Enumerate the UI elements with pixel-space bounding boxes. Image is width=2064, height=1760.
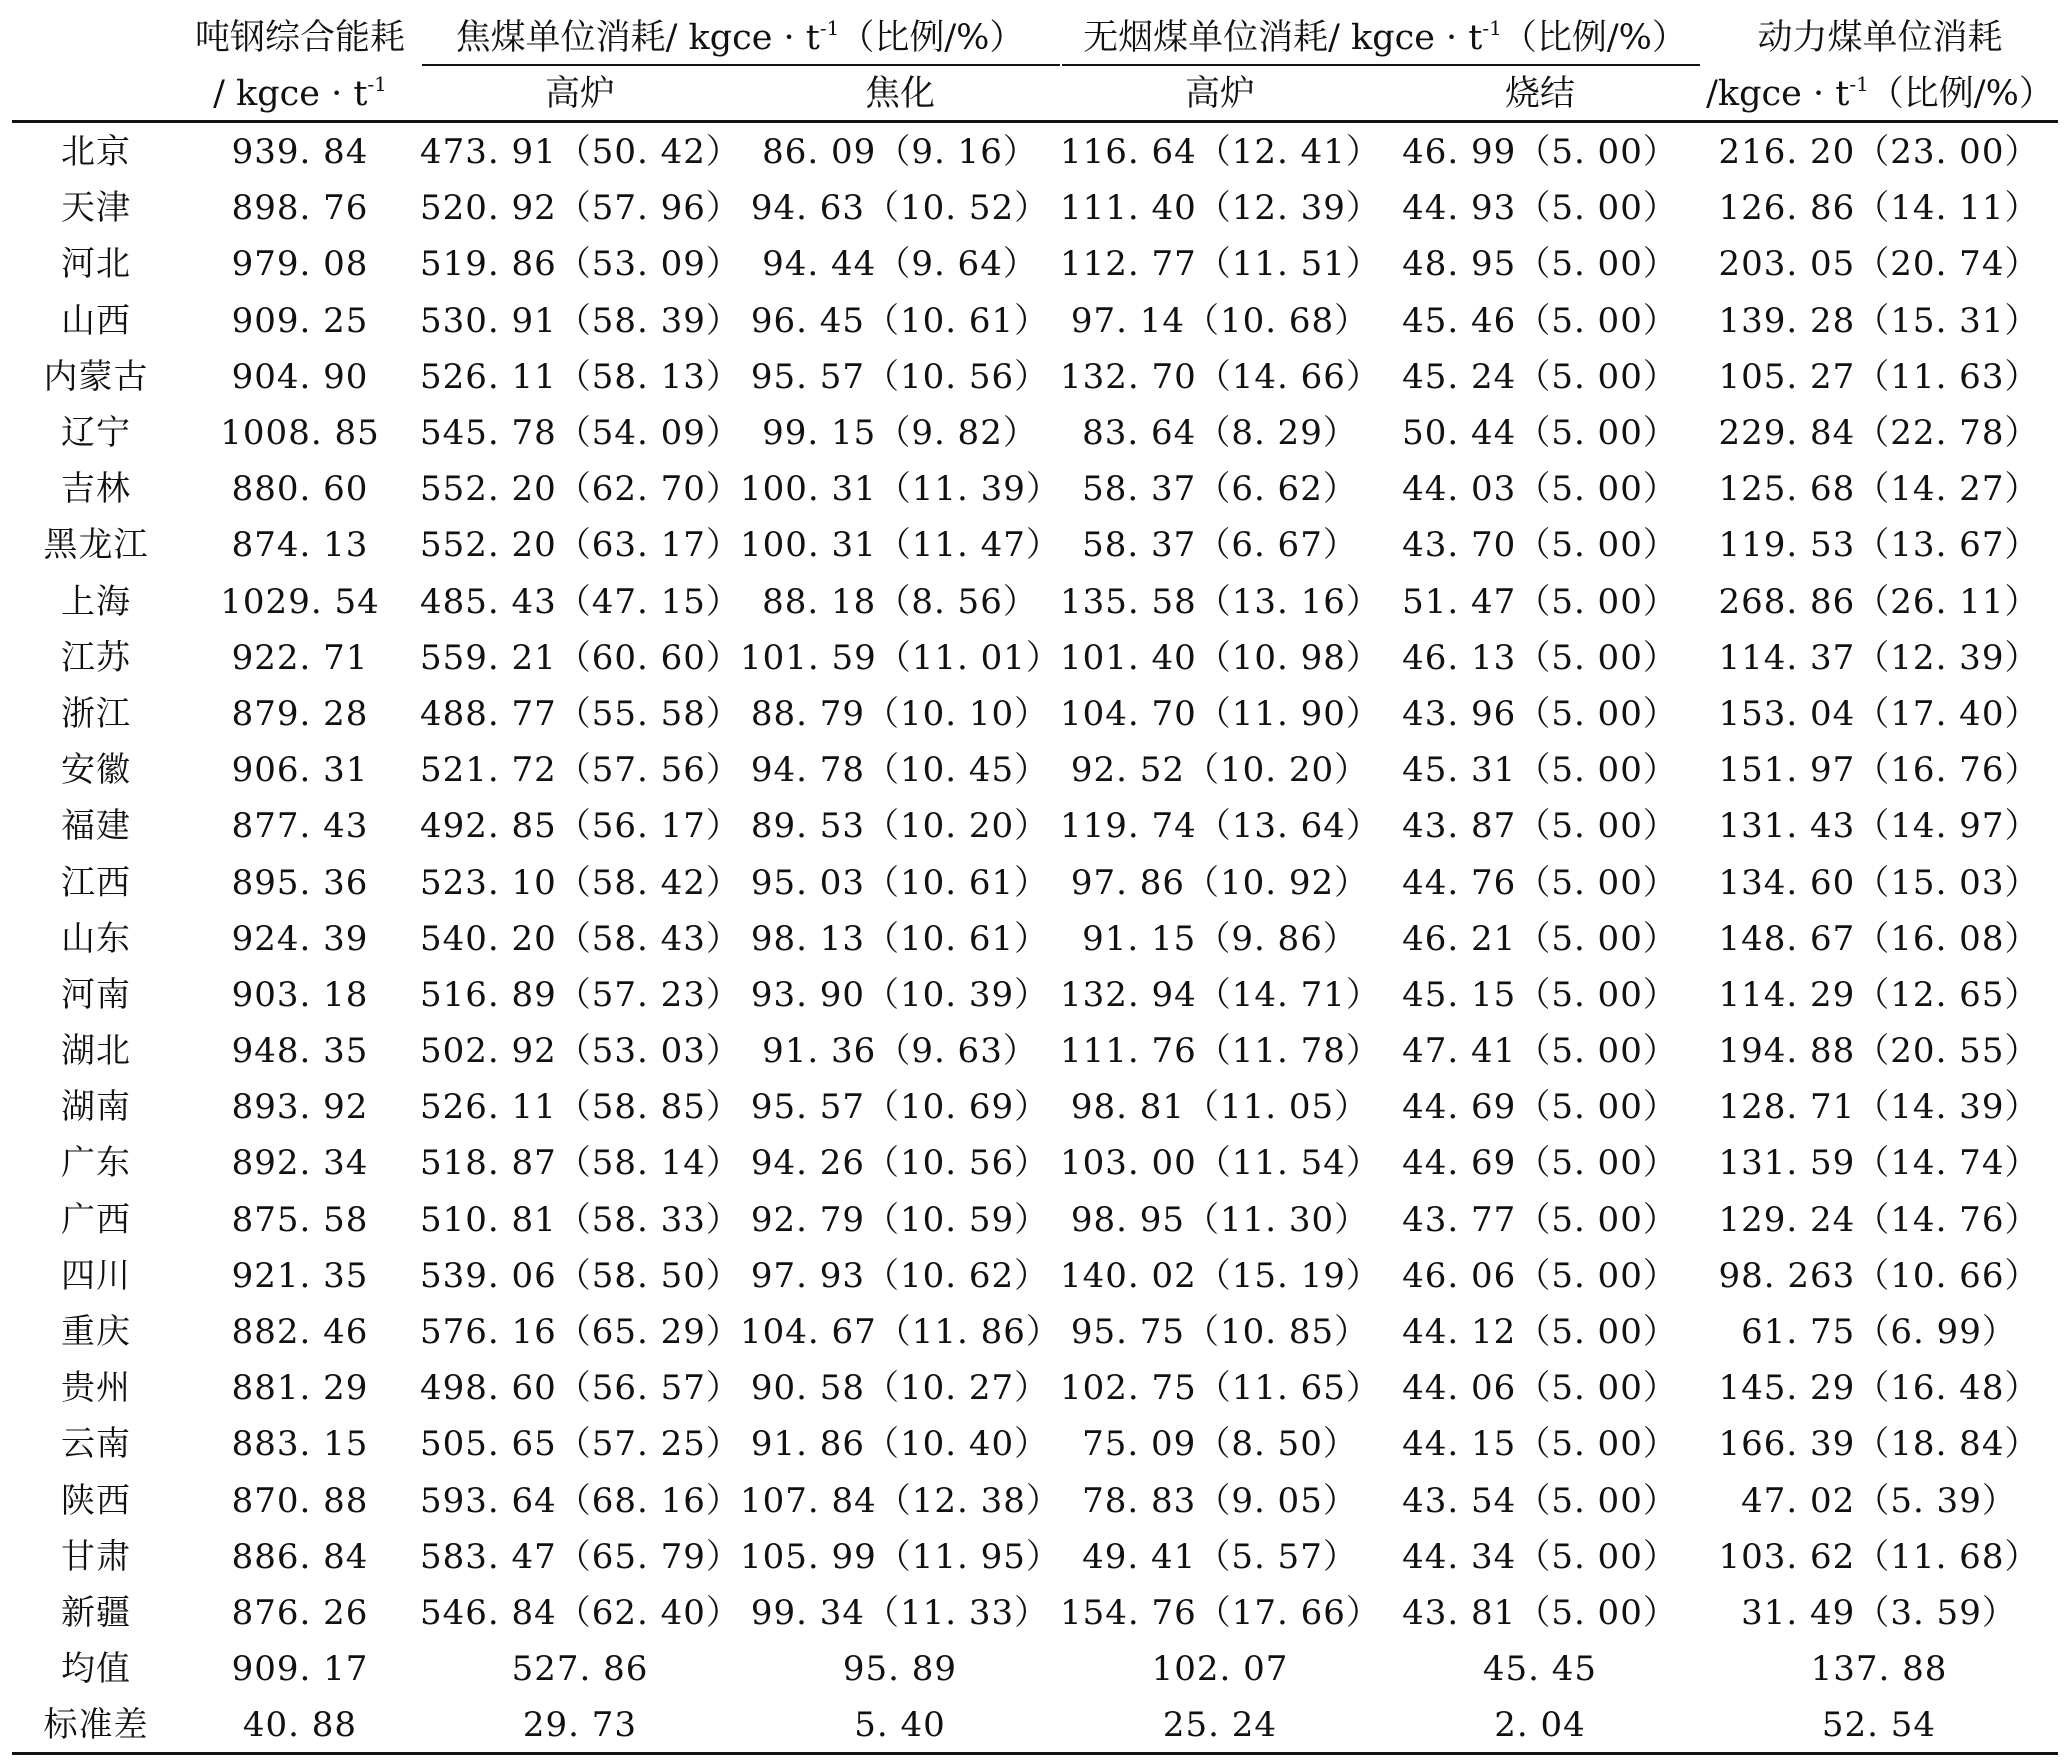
cell-anth-bf: 111. 76（11. 78） (1060, 1031, 1381, 1072)
cell-region: 湖北 (61, 1031, 131, 1072)
cell-anth-bf: 97. 14（10. 68） (1070, 300, 1370, 341)
cell-steel: 886. 84 (231, 1536, 369, 1577)
table-row (12, 1192, 2058, 1248)
cell-steel: 906. 31 (231, 750, 369, 791)
cell-coke-bf: 523. 10（58. 42） (420, 862, 741, 903)
cell-steel: 921. 35 (231, 1255, 369, 1296)
cell-coke-bf: 520. 92（57. 96） (420, 188, 741, 229)
cell-steel: 1029. 54 (220, 581, 380, 622)
cell-region: 陕西 (61, 1480, 131, 1521)
header-coke-title: 焦煤单位消耗/ kgce · t (455, 18, 820, 58)
cell-power: 153. 04（17. 40） (1718, 693, 2040, 734)
cell-anth-bf: 75. 09（8. 50） (1082, 1424, 1358, 1465)
cell-coke-bf: 530. 91（58. 39） (420, 300, 741, 341)
cell-steel: 909. 17 (231, 1649, 369, 1690)
header-power-line2 (1700, 70, 2060, 118)
table-row (12, 180, 2058, 236)
cell-steel: 924. 39 (231, 918, 369, 959)
table-body (12, 124, 2058, 1753)
cell-anth-sinter: 45. 15（5. 00） (1402, 974, 1678, 1015)
cell-coke-coking: 86. 09（9. 16） (762, 132, 1038, 173)
cell-coke-bf: 485. 43（47. 15） (420, 581, 741, 622)
table-row (12, 1416, 2058, 1472)
cell-anth-bf: 135. 58（13. 16） (1060, 581, 1381, 622)
cell-steel: 893. 92 (231, 1087, 369, 1128)
cell-coke-bf: 540. 20（58. 43） (420, 918, 741, 959)
cell-anth-bf: 83. 64（8. 29） (1082, 413, 1358, 454)
cell-anth-sinter: 45. 24（5. 00） (1402, 356, 1678, 397)
cell-anth-bf: 95. 75（10. 85） (1070, 1312, 1370, 1353)
cell-coke-coking: 96. 45（10. 61） (750, 300, 1050, 341)
cell-anth-bf: 98. 81（11. 05） (1070, 1087, 1370, 1128)
cell-region: 广东 (61, 1143, 131, 1184)
cell-coke-bf: 516. 89（57. 23） (420, 974, 741, 1015)
cell-coke-bf: 526. 11（58. 13） (420, 356, 741, 397)
cell-coke-bf: 488. 77（55. 58） (420, 693, 741, 734)
cell-coke-coking: 99. 15（9. 82） (762, 413, 1038, 454)
cell-region: 上海 (61, 581, 131, 622)
cell-coke-coking: 95. 57（10. 56） (750, 356, 1050, 397)
cell-steel: 883. 15 (231, 1424, 369, 1465)
cell-coke-bf: 29. 73 (522, 1705, 638, 1746)
cell-coke-coking: 90. 58（10. 27） (750, 1368, 1050, 1409)
cell-steel: 904. 90 (231, 356, 369, 397)
cell-anth-sinter: 44. 69（5. 00） (1402, 1143, 1678, 1184)
cell-region: 黑龙江 (43, 525, 149, 566)
cell-anth-sinter: 44. 93（5. 00） (1402, 188, 1678, 229)
header-steel-unit: / kgce · t (213, 74, 368, 114)
cell-anth-bf: 132. 94（14. 71） (1060, 974, 1381, 1015)
header-steel-line1 (180, 14, 420, 62)
cell-power: 139. 28（15. 31） (1718, 300, 2040, 341)
cell-anth-bf: 78. 83（9. 05） (1082, 1480, 1358, 1521)
cell-region: 重庆 (61, 1312, 131, 1353)
cell-region: 甘肃 (61, 1536, 131, 1577)
cell-anth-sinter: 48. 95（5. 00） (1402, 244, 1678, 285)
cell-steel: 870. 88 (231, 1480, 369, 1521)
cell-region: 江苏 (61, 637, 131, 678)
cell-anth-sinter: 44. 34（5. 00） (1402, 1536, 1678, 1577)
cell-steel: 40. 88 (242, 1705, 358, 1746)
cell-anth-sinter: 45. 46（5. 00） (1402, 300, 1678, 341)
cell-coke-coking: 95. 03（10. 61） (750, 862, 1050, 903)
table-row (12, 967, 2058, 1023)
header-power-suffix: （比例/%） (1868, 74, 2054, 114)
cell-coke-coking: 104. 67（11. 86） (740, 1312, 1061, 1353)
cell-power: 126. 86（14. 11） (1718, 188, 2040, 229)
table-row (12, 517, 2058, 573)
header-anthracite (1060, 14, 1710, 62)
table-row (12, 686, 2058, 742)
cell-anth-bf: 101. 40（10. 98） (1060, 637, 1381, 678)
cell-coke-coking: 5. 40 (854, 1705, 946, 1746)
cell-anth-bf: 49. 41（5. 57） (1082, 1536, 1358, 1577)
cell-anth-sinter: 44. 06（5. 00） (1402, 1368, 1678, 1409)
cell-power: 145. 29（16. 48） (1718, 1368, 2040, 1409)
table-row (12, 405, 2058, 461)
cell-region: 四川 (61, 1255, 131, 1296)
cell-steel: 876. 26 (231, 1592, 369, 1633)
cell-coke-coking: 105. 99（11. 95） (740, 1536, 1061, 1577)
cell-anth-bf: 92. 52（10. 20） (1070, 750, 1370, 791)
cell-power: 166. 39（18. 84） (1718, 1424, 2040, 1465)
table-row (12, 1304, 2058, 1360)
cell-coke-coking: 107. 84（12. 38） (740, 1480, 1061, 1521)
cell-steel: 898. 76 (231, 188, 369, 229)
cell-region: 山西 (61, 300, 131, 341)
cell-steel: 939. 84 (231, 132, 369, 173)
cell-anth-sinter: 46. 21（5. 00） (1402, 918, 1678, 959)
table-row (12, 1360, 2058, 1416)
cell-steel: 909. 25 (231, 300, 369, 341)
cell-anth-bf: 119. 74（13. 64） (1060, 806, 1381, 847)
cell-steel: 979. 08 (231, 244, 369, 285)
cell-anth-sinter: 43. 87（5. 00） (1402, 806, 1678, 847)
cell-steel: 879. 28 (231, 693, 369, 734)
data-table (12, 124, 2058, 1753)
cell-anth-bf: 111. 40（12. 39） (1060, 188, 1381, 229)
cell-power: 61. 75（6. 99） (1741, 1312, 2017, 1353)
cell-coke-coking: 94. 78（10. 45） (750, 750, 1050, 791)
cell-region: 北京 (61, 132, 131, 173)
cell-anth-sinter: 43. 77（5. 00） (1402, 1199, 1678, 1240)
cell-anth-bf: 98. 95（11. 30） (1070, 1199, 1370, 1240)
table-row (12, 854, 2058, 910)
cell-steel: 882. 46 (231, 1312, 369, 1353)
cell-anth-sinter: 43. 81（5. 00） (1402, 1592, 1678, 1633)
cell-power: 47. 02（5. 39） (1741, 1480, 2017, 1521)
cell-coke-bf: 473. 91（50. 42） (420, 132, 741, 173)
cell-anth-sinter: 43. 70（5. 00） (1402, 525, 1678, 566)
cell-coke-bf: 502. 92（53. 03） (420, 1031, 741, 1072)
cell-power: 98. 263（10. 66） (1718, 1255, 2040, 1296)
cell-anth-sinter: 44. 69（5. 00） (1402, 1087, 1678, 1128)
header-anthracite-sup: -1 (1482, 16, 1502, 40)
table-row (12, 574, 2058, 630)
cell-coke-coking: 94. 26（10. 56） (750, 1143, 1050, 1184)
cell-anth-bf: 154. 76（17. 66） (1060, 1592, 1381, 1633)
header-steel-title: 吨钢综合能耗 (194, 18, 405, 58)
header-coke (420, 14, 1060, 62)
cell-anth-sinter: 43. 54（5. 00） (1402, 1480, 1678, 1521)
cell-coke-coking: 101. 59（11. 01） (740, 637, 1061, 678)
cell-power: 105. 27（11. 63） (1718, 356, 2040, 397)
table-row (12, 1697, 2058, 1753)
table-row (12, 1529, 2058, 1585)
cell-coke-bf: 498. 60（56. 57） (420, 1368, 741, 1409)
cell-anth-sinter: 46. 06（5. 00） (1402, 1255, 1678, 1296)
table-row (12, 911, 2058, 967)
cell-coke-coking: 93. 90（10. 39） (750, 974, 1050, 1015)
cell-anth-sinter: 47. 41（5. 00） (1402, 1031, 1678, 1072)
cell-coke-bf: 576. 16（65. 29） (420, 1312, 741, 1353)
cell-coke-bf: 546. 84（62. 40） (420, 1592, 741, 1633)
cell-steel: 903. 18 (231, 974, 369, 1015)
table-row (12, 798, 2058, 854)
cell-region: 河北 (61, 244, 131, 285)
header-power-line1 (1700, 14, 2060, 62)
table-row (12, 236, 2058, 292)
cell-power: 151. 97（16. 76） (1718, 750, 2040, 791)
subheader-coke-bf: 高炉 (544, 74, 615, 114)
table-row (12, 349, 2058, 405)
cell-power: 114. 37（12. 39） (1718, 637, 2040, 678)
cell-region: 山东 (61, 918, 131, 959)
cell-steel: 1008. 85 (220, 413, 380, 454)
cell-anth-bf: 104. 70（11. 90） (1060, 693, 1381, 734)
cell-coke-bf: 583. 47（65. 79） (420, 1536, 741, 1577)
cell-power: 148. 67（16. 08） (1718, 918, 2040, 959)
table-row (12, 461, 2058, 517)
subheader-anth-sinter: 烧结 (1504, 74, 1575, 114)
cell-coke-coking: 95. 57（10. 69） (750, 1087, 1050, 1128)
table-row (12, 1473, 2058, 1529)
cell-coke-bf: 539. 06（58. 50） (420, 1255, 741, 1296)
header-steel-line2 (180, 70, 420, 118)
table-row (12, 1585, 2058, 1641)
cell-coke-coking: 99. 34（11. 33） (750, 1592, 1050, 1633)
cell-coke-coking: 89. 53（10. 20） (750, 806, 1050, 847)
header-coke-sup: -1 (819, 16, 840, 40)
cell-coke-bf: 593. 64（68. 16） (420, 1480, 741, 1521)
cell-power: 134. 60（15. 03） (1718, 862, 2040, 903)
cell-power: 268. 86（26. 11） (1718, 581, 2040, 622)
cell-power: 103. 62（11. 68） (1718, 1536, 2040, 1577)
header-power-unit-sup: -1 (1849, 72, 1869, 96)
cell-anth-bf: 91. 15（9. 86） (1082, 918, 1358, 959)
cell-region: 江西 (61, 862, 131, 903)
cell-anth-bf: 132. 70（14. 66） (1060, 356, 1381, 397)
cell-anth-bf: 97. 86（10. 92） (1070, 862, 1370, 903)
cell-power: 31. 49（3. 59） (1741, 1592, 2017, 1633)
cell-power: 128. 71（14. 39） (1718, 1087, 2040, 1128)
cell-region: 贵州 (61, 1368, 131, 1409)
cell-anth-sinter: 44. 15（5. 00） (1402, 1424, 1678, 1465)
cell-power: 229. 84（22. 78） (1718, 413, 2040, 454)
cell-power: 203. 05（20. 74） (1718, 244, 2040, 285)
cell-anth-sinter: 44. 12（5. 00） (1402, 1312, 1678, 1353)
cell-anth-bf: 102. 75（11. 65） (1060, 1368, 1381, 1409)
cell-power: 137. 88 (1810, 1649, 1948, 1690)
header-anthracite-title: 无烟煤单位消耗/ kgce · t (1083, 18, 1483, 58)
cell-coke-bf: 505. 65（57. 25） (420, 1424, 741, 1465)
cell-anth-sinter: 44. 03（5. 00） (1402, 469, 1678, 510)
cell-coke-coking: 95. 89 (842, 1649, 958, 1690)
cell-power: 129. 24（14. 76） (1718, 1199, 2040, 1240)
cell-region: 福建 (61, 806, 131, 847)
cell-anth-sinter: 45. 45 (1482, 1649, 1598, 1690)
cell-coke-coking: 91. 86（10. 40） (750, 1424, 1050, 1465)
table-row (12, 630, 2058, 686)
cell-region: 河南 (61, 974, 131, 1015)
cell-power: 119. 53（13. 67） (1718, 525, 2040, 566)
cell-anth-bf: 25. 24 (1162, 1705, 1278, 1746)
subheader-anth-bf: 高炉 (1184, 74, 1255, 114)
cell-coke-coking: 88. 18（8. 56） (762, 581, 1038, 622)
table-row (12, 1641, 2058, 1697)
cell-coke-bf: 527. 86 (511, 1649, 649, 1690)
cell-region: 湖南 (61, 1087, 131, 1128)
cell-power: 52. 54 (1821, 1705, 1937, 1746)
rule-header-bottom (12, 120, 2058, 123)
cell-steel: 922. 71 (231, 637, 369, 678)
cell-coke-coking: 94. 63（10. 52） (750, 188, 1050, 229)
cell-coke-bf: 492. 85（56. 17） (420, 806, 741, 847)
cell-steel: 895. 36 (231, 862, 369, 903)
rule-coke-group (422, 64, 1060, 66)
cell-power: 131. 59（14. 74） (1718, 1143, 2040, 1184)
cell-coke-coking: 94. 44（9. 64） (762, 244, 1038, 285)
cell-coke-bf: 559. 21（60. 60） (420, 637, 741, 678)
header-power-title: 动力煤单位消耗 (1757, 18, 2003, 58)
cell-anth-sinter: 45. 31（5. 00） (1402, 750, 1678, 791)
cell-coke-bf: 552. 20（62. 70） (420, 469, 741, 510)
cell-power: 114. 29（12. 65） (1718, 974, 2040, 1015)
cell-anth-sinter: 2. 04 (1494, 1705, 1586, 1746)
cell-anth-bf: 140. 02（15. 19） (1060, 1255, 1381, 1296)
cell-region: 新疆 (61, 1592, 131, 1633)
cell-power: 216. 20（23. 00） (1718, 132, 2040, 173)
rule-anthracite-group (1062, 64, 1700, 66)
table-row (12, 1248, 2058, 1304)
table-row (12, 1079, 2058, 1135)
table-row (12, 293, 2058, 349)
cell-anth-sinter: 43. 96（5. 00） (1402, 693, 1678, 734)
cell-coke-coking: 92. 79（10. 59） (750, 1199, 1050, 1240)
cell-steel: 877. 43 (231, 806, 369, 847)
header-anthracite-suffix: （比例/%） (1501, 18, 1687, 58)
cell-anth-sinter: 44. 76（5. 00） (1402, 862, 1678, 903)
cell-anth-bf: 58. 37（6. 67） (1082, 525, 1358, 566)
cell-power: 194. 88（20. 55） (1718, 1031, 2040, 1072)
cell-steel: 874. 13 (231, 525, 369, 566)
cell-region: 云南 (61, 1424, 131, 1465)
cell-anth-bf: 102. 07 (1151, 1649, 1289, 1690)
cell-steel: 881. 29 (231, 1368, 369, 1409)
cell-region: 标准差 (43, 1705, 149, 1746)
header-coke-suffix: （比例/%） (839, 18, 1025, 58)
cell-coke-bf: 518. 87（58. 14） (420, 1143, 741, 1184)
cell-power: 131. 43（14. 97） (1718, 806, 2040, 847)
cell-region: 安徽 (61, 750, 131, 791)
cell-region: 天津 (61, 188, 131, 229)
cell-coke-bf: 521. 72（57. 56） (420, 750, 741, 791)
cell-anth-bf: 112. 77（11. 51） (1060, 244, 1381, 285)
cell-region: 均值 (61, 1649, 131, 1690)
cell-anth-sinter: 46. 99（5. 00） (1402, 132, 1678, 173)
cell-steel: 880. 60 (231, 469, 369, 510)
cell-region: 吉林 (61, 469, 131, 510)
cell-coke-bf: 510. 81（58. 33） (420, 1199, 741, 1240)
table-row (12, 124, 2058, 180)
table-row (12, 1135, 2058, 1191)
cell-steel: 892. 34 (231, 1143, 369, 1184)
cell-coke-coking: 91. 36（9. 63） (762, 1031, 1038, 1072)
header-steel-unit-sup: -1 (367, 72, 387, 96)
cell-anth-bf: 103. 00（11. 54） (1060, 1143, 1381, 1184)
cell-region: 辽宁 (61, 413, 131, 454)
cell-coke-coking: 88. 79（10. 10） (750, 693, 1050, 734)
cell-anth-sinter: 51. 47（5. 00） (1402, 581, 1678, 622)
cell-coke-bf: 552. 20（63. 17） (420, 525, 741, 566)
cell-steel: 948. 35 (231, 1031, 369, 1072)
cell-coke-bf: 545. 78（54. 09） (420, 413, 741, 454)
cell-anth-bf: 58. 37（6. 62） (1082, 469, 1358, 510)
header-power-unit: /kgce · t (1706, 74, 1850, 114)
cell-coke-coking: 98. 13（10. 61） (750, 918, 1050, 959)
cell-steel: 875. 58 (231, 1199, 369, 1240)
cell-coke-bf: 519. 86（53. 09） (420, 244, 741, 285)
cell-region: 浙江 (61, 693, 131, 734)
cell-coke-bf: 526. 11（58. 85） (420, 1087, 741, 1128)
table-row (12, 742, 2058, 798)
subheader-coke-coking: 焦化 (864, 74, 935, 114)
cell-anth-sinter: 46. 13（5. 00） (1402, 637, 1678, 678)
table-row (12, 1023, 2058, 1079)
cell-anth-bf: 116. 64（12. 41） (1060, 132, 1381, 173)
cell-coke-coking: 100. 31（11. 47） (740, 525, 1061, 566)
cell-coke-coking: 97. 93（10. 62） (750, 1255, 1050, 1296)
cell-region: 广西 (61, 1199, 131, 1240)
cell-anth-sinter: 50. 44（5. 00） (1402, 413, 1678, 454)
cell-region: 内蒙古 (43, 356, 149, 397)
cell-coke-coking: 100. 31（11. 39） (740, 469, 1061, 510)
cell-power: 125. 68（14. 27） (1718, 469, 2040, 510)
